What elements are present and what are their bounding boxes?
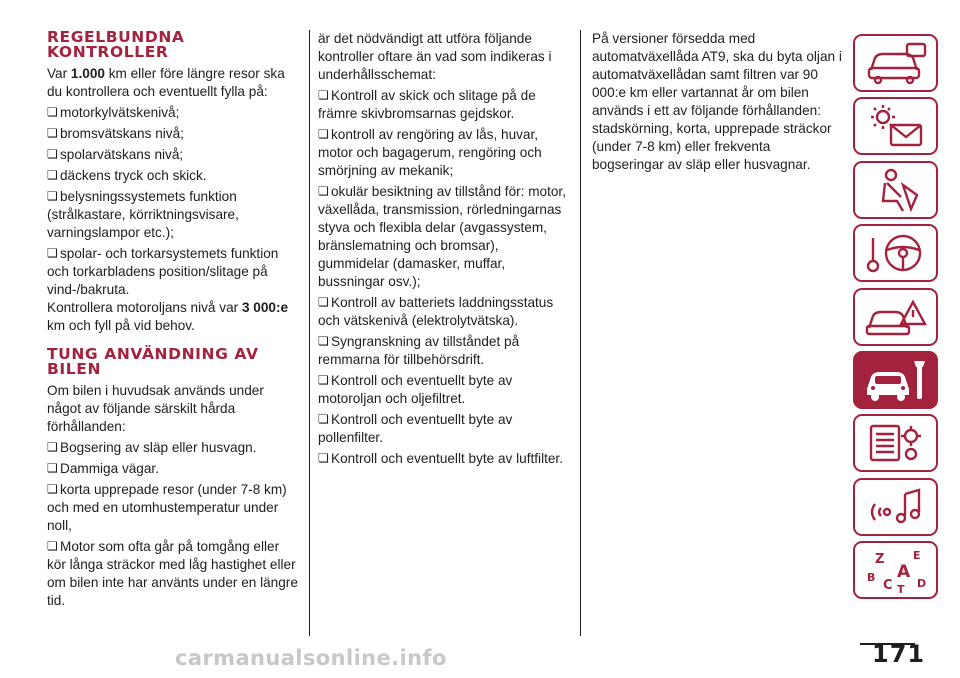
index-letter: A xyxy=(896,562,910,583)
checkbox-bullet-icon xyxy=(318,294,331,312)
paragraph-intro: Var 1.000 km eller före längre resor ska du kontrollera och eventuellt fylla på: xyxy=(47,66,285,99)
car-dashboard-icon xyxy=(861,40,931,86)
list-item: ❏Dammiga vägar. xyxy=(47,460,299,478)
column-right xyxy=(592,30,844,177)
list-item: ❏bromsvätskans nivå; xyxy=(47,125,299,143)
tab-starting-driving[interactable] xyxy=(853,224,938,282)
column-divider xyxy=(580,30,581,636)
column-divider xyxy=(309,30,310,636)
alphabetical-index-icon xyxy=(861,547,931,593)
column-left xyxy=(47,30,299,613)
warning-lights-icon xyxy=(861,103,931,149)
emergency-icon xyxy=(861,294,931,340)
list-item: ❏Kontroll och eventuellt byte av pollenfilter. xyxy=(318,411,570,447)
checkbox-bullet-icon xyxy=(47,538,60,556)
tab-safety[interactable] xyxy=(853,161,938,219)
list-item: ❏okulär besiktning av tillstånd för: motor, växellåda, transmission, rörledningarnas styva och flexibla delar (avgassystem, bränslematning och bromsar), gummidelar (damasker, muffar, bussningar osv.); xyxy=(318,183,570,291)
index-letter: D xyxy=(916,577,926,591)
paragraph-intro: är det nödvändigt att utföra följande kontroller oftare än vad som indikeras i underhållsschemat: xyxy=(318,31,552,82)
checkbox-bullet-icon xyxy=(318,126,331,144)
tab-service-maintenance[interactable] xyxy=(853,351,938,409)
tab-warning-lights[interactable] xyxy=(853,97,938,155)
index-letter: C xyxy=(882,578,893,594)
heading-heavy-use: TUNG ANVÄNDNING AV BILEN xyxy=(47,345,259,378)
paragraph-oil: Kontrollera motoroljans nivå var 3 000:e km och fyll på vid behov. xyxy=(47,300,289,333)
paragraph-intro-heavy: Om bilen i huvudsak används under något av följande särskilt hårda förhållanden: xyxy=(47,383,264,434)
tab-emergency[interactable] xyxy=(853,288,938,346)
car-service-wrench-icon xyxy=(861,357,931,403)
list-item: ❏Kontroll och eventuellt byte av motoroljan och oljefiltret. xyxy=(318,372,570,408)
tab-dashboard[interactable] xyxy=(853,34,938,92)
checkbox-bullet-icon xyxy=(47,439,60,457)
list-item: ❏Motor som ofta går på tomgång eller kör långa sträckor med låg hastighet eller om bilen inte har använts under en längre tid. xyxy=(47,538,299,610)
list-item: ❏belysningssystemets funktion (strålkastare, körriktningsvisare, varningslampor etc.); xyxy=(47,188,299,242)
list-item: ❏spolarvätskans nivå; xyxy=(47,146,299,164)
list-item: ❏motorkylvätskenivå; xyxy=(47,104,299,122)
index-letter: Z xyxy=(874,552,884,568)
technical-data-gear-icon xyxy=(861,420,931,466)
list-item: ❏spolar- och torkarsystemets funktion och torkarbladens position/slitage på vind-/bakruta. xyxy=(47,245,299,299)
checkbox-bullet-icon xyxy=(47,245,60,263)
checkbox-bullet-icon xyxy=(318,87,331,105)
list-item: ❏Bogsering av släp eller husvagn. xyxy=(47,439,299,457)
steering-wheel-key-icon xyxy=(861,230,931,276)
checkbox-bullet-icon xyxy=(47,125,60,143)
list-item: ❏kontroll av rengöring av lås, huvar, motor och bagagerum, rengöring och smörjning av mekanik; xyxy=(318,126,570,180)
checkbox-bullet-icon xyxy=(47,146,60,164)
checkbox-bullet-icon xyxy=(318,372,331,390)
index-letter: B xyxy=(866,571,875,585)
list-item: ❏korta upprepade resor (under 7-8 km) och med en utomhustemperatur under noll, xyxy=(47,481,299,535)
column-middle xyxy=(318,30,570,471)
checkbox-bullet-icon xyxy=(47,167,60,185)
tab-index[interactable] xyxy=(853,541,938,599)
checkbox-bullet-icon xyxy=(318,183,331,201)
chapter-tabs xyxy=(853,34,938,605)
checkbox-bullet-icon xyxy=(318,333,331,351)
index-letter: T xyxy=(896,583,905,594)
checkbox-bullet-icon xyxy=(47,188,60,206)
checkbox-bullet-icon xyxy=(47,460,60,478)
tab-multimedia[interactable] xyxy=(853,478,938,536)
page-number: 171 xyxy=(872,640,926,668)
list-item: ❏Kontroll och eventuellt byte av luftfilter. xyxy=(318,450,570,468)
checkbox-bullet-icon xyxy=(47,104,60,122)
list-item: ❏Syngranskning av tillståndet på remmarna för tillbehörsdrift. xyxy=(318,333,570,369)
index-letter: E xyxy=(912,549,921,563)
watermark: carmanualsonline.info xyxy=(175,646,447,670)
multimedia-icon xyxy=(861,484,931,530)
list-item: ❏däckens tryck och skick. xyxy=(47,167,299,185)
paragraph-automatic-transmission: På versioner försedda med automatväxellåda AT9, ska du byta oljan i automatväxellådan samt filtren var 90 000:e km eller vartannat år om bilen används i ett av följande förhållanden: stadskörning, korta, upprepade sträckor (under 7-8 km) eller frekventa bogseringar av släp eller husvagnar. xyxy=(592,31,842,172)
checkbox-bullet-icon xyxy=(47,481,60,499)
checkbox-bullet-icon xyxy=(318,450,331,468)
list-item: ❏Kontroll av skick och slitage på de främre skivbromsarnas gejdskor. xyxy=(318,87,570,123)
heading-regular-checks: REGELBUNDNA KONTROLLER xyxy=(47,28,185,61)
list-item: ❏Kontroll av batteriets laddningsstatus och vätskenivå (elektrolytvätska). xyxy=(318,294,570,330)
checkbox-bullet-icon xyxy=(318,411,331,429)
safety-seatbelt-icon xyxy=(861,167,931,213)
tab-technical-data[interactable] xyxy=(853,414,938,472)
